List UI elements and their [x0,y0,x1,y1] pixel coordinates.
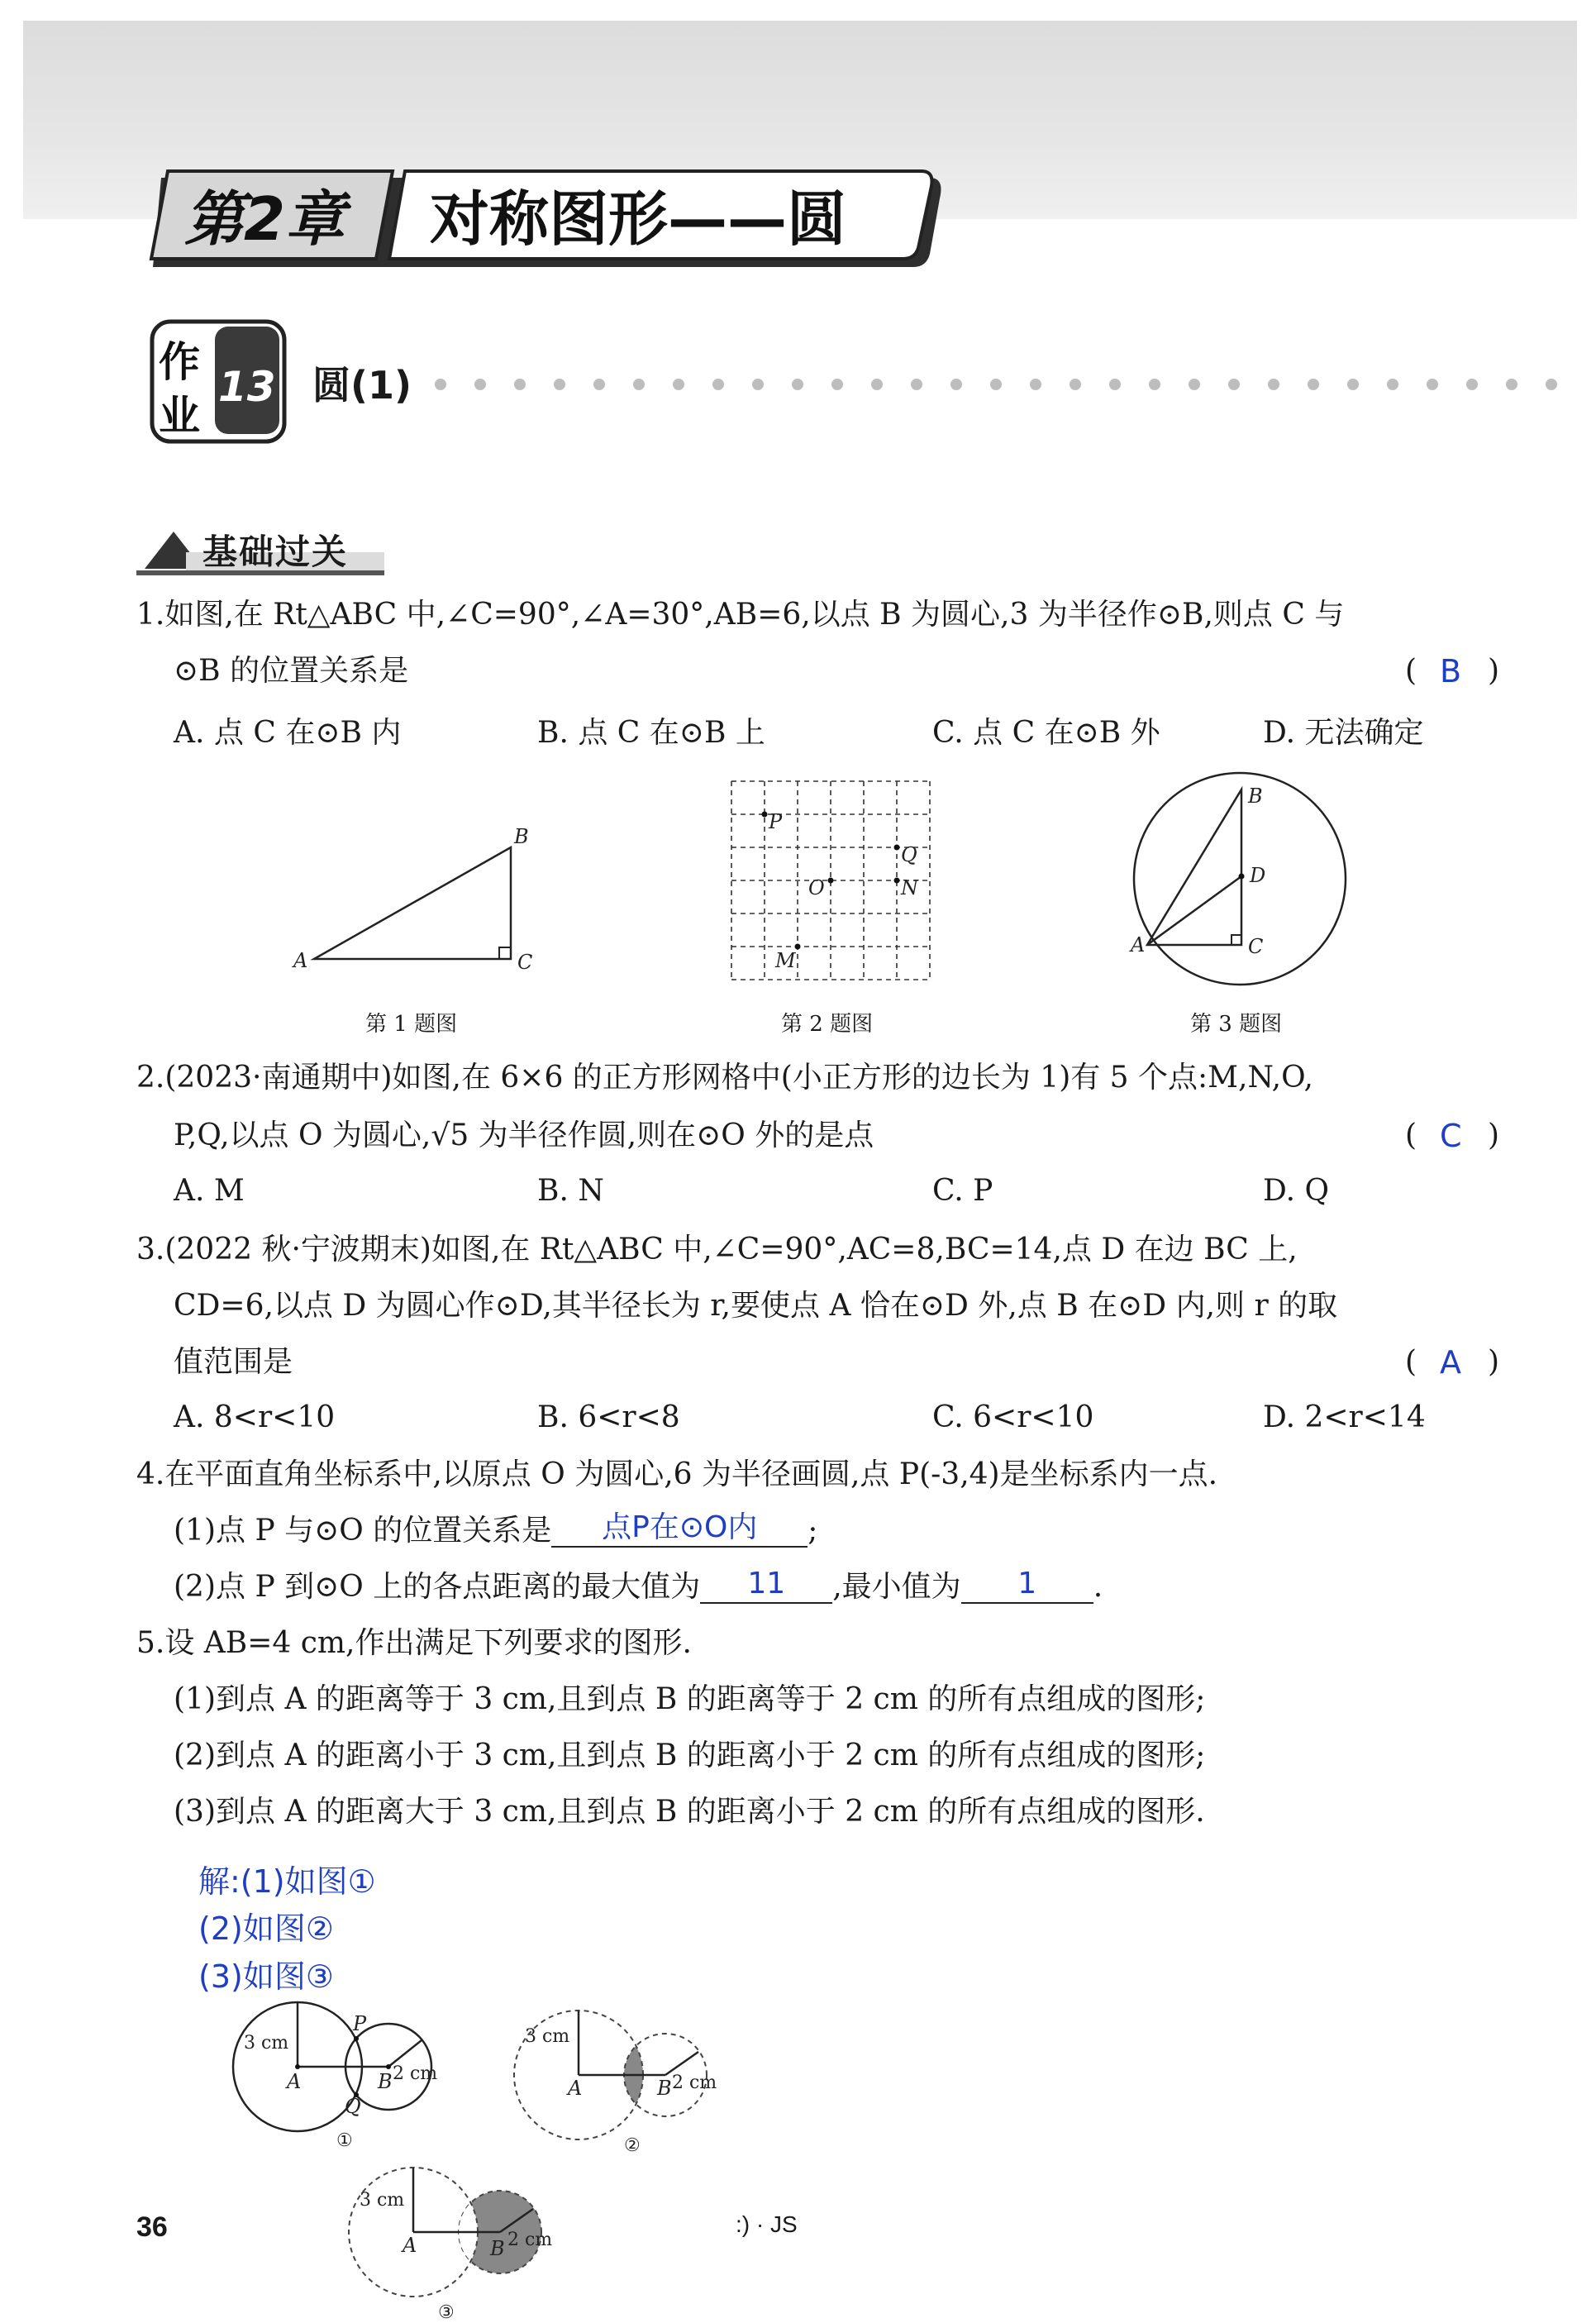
rule-dot [1387,379,1398,390]
q2-line1: 2.(2023·南通期中)如图,在 6×6 的正方形网格中(小正方形的边长为 1)有 5 个点:M,N,O, [136,1061,1313,1095]
homework-word-2: 业 [159,392,200,440]
fig2-label-o: O [808,876,825,899]
q1-option-a: A. 点 C 在⊙B 内 [174,716,402,750]
q5-line4: (3)到点 A 的距离大于 3 cm,且到点 B 的距离小于 2 cm 的所有点组成的图形. [174,1795,1205,1829]
rule-dot [1427,379,1438,390]
fig2-label-n: N [901,876,918,899]
footer-code: :) · JS [736,2211,798,2237]
sf3-mark: ③ [438,2302,455,2323]
q2-paren-left: ( [1405,1119,1417,1152]
fig3-label-b: B [1248,785,1263,808]
q3-paren-right: ) [1488,1345,1500,1379]
rule-dot [990,379,1002,390]
fig1-caption: 第 1 题图 [365,1012,458,1037]
sf1-mark: ① [336,2130,353,2151]
q4-p2-answer-max: 11 [700,1566,832,1604]
fig1-label-a: A [293,949,308,972]
q1-option-c: C. 点 C 在⊙B 外 [932,716,1160,750]
rule-dot [435,379,446,390]
sf3-label-a: A [403,2234,417,2257]
q2-option-a: A. M [174,1174,245,1208]
rule-dot [1228,379,1240,390]
q2-option-c: C. P [932,1174,993,1208]
rule-dot [474,379,486,390]
q3-option-c: C. 6<r<10 [932,1400,1094,1434]
q4-part2 [174,1569,1103,1607]
sf3-label-b: B [490,2237,505,2260]
q1-option-b: B. 点 C 在⊙B 上 [537,716,765,750]
q2-line2: P,Q,以点 O 为圆心,√5 为半径作圆,则在⊙O 外的是点 [174,1119,874,1152]
sf1-label-p: P [353,2012,367,2035]
fig1-label-b: B [514,825,529,848]
q3-option-d: D. 2<r<14 [1263,1400,1426,1434]
solution-figure-2 [500,2009,740,2158]
q2-option-d: D. Q [1263,1174,1329,1208]
rule-dot [911,379,922,390]
sf1-radius-b: 2 cm [393,2063,438,2084]
sf2-label-b: B [657,2077,672,2100]
rule-dot [871,379,883,390]
rule-dot [1546,379,1557,390]
rule-dot [1506,379,1517,390]
q4-part1 [174,1510,818,1551]
dotted-rule [434,376,1575,393]
homework-word-1: 作 [159,338,200,386]
q5-line3: (2)到点 A 的距离小于 3 cm,且到点 B 的距离小于 2 cm 的所有点组成的图形; [174,1739,1206,1772]
rule-dot [950,379,962,390]
q1-paren-left: ( [1405,654,1417,688]
rule-dot [514,379,526,390]
homework-title: 圆(1) [312,363,412,408]
solution-line2: (2)如图② [198,1910,334,1947]
fig3-label-a: A [1131,933,1146,956]
solution-line3: (3)如图③ [198,1958,334,1995]
rule-dot [1347,379,1359,390]
sf1-label-a: A [287,2070,302,2093]
fig2-label-p: P [769,810,783,833]
sf2-radius-a: 3 cm [525,2026,570,2047]
sf1-radius-a: 3 cm [244,2033,289,2053]
rule-dot [1308,379,1319,390]
rule-dot [752,379,764,390]
rule-dot [1109,379,1121,390]
fig2-label-m: M [775,949,796,972]
q3-line1: 3.(2022 秋·宁波期末)如图,在 Rt△ABC 中,∠C=90°,AC=8,BC=14,点 D 在边 BC 上, [136,1233,1298,1266]
q1-line1: 1.如图,在 Rt△ABC 中,∠C=90°,∠A=30°,AB=6,以点 B 为圆心,3 为半径作⊙B,则点 C 与 [136,598,1345,632]
fig3-caption: 第 3 题图 [1190,1012,1283,1037]
figure-3-circle [1124,765,1364,988]
q4-p1-text: (1)点 P 与⊙O 的位置关系是 [174,1514,552,1548]
rule-dot [712,379,724,390]
q4-p2-end: . [1093,1570,1103,1604]
homework-badge [149,318,289,446]
q3-option-b: B. 6<r<8 [537,1400,680,1434]
q2-answer: C [1440,1118,1462,1154]
fig2-label-q: Q [901,843,917,866]
rule-dot [792,379,803,390]
q1-option-d: D. 无法确定 [1263,716,1424,750]
solution-figure-3 [339,2166,579,2323]
rule-dot [1030,379,1041,390]
sf1-label-b: B [378,2070,393,2093]
rule-dot [554,379,565,390]
q3-option-a: A. 8<r<10 [174,1400,336,1434]
q1-answer: B [1440,653,1462,689]
q5-line1: 5.设 AB=4 cm,作出满足下列要求的图形. [136,1626,692,1660]
q3-paren-left: ( [1405,1345,1417,1379]
q5-line2: (1)到点 A 的距离等于 3 cm,且到点 B 的距离等于 2 cm 的所有点组成的图形; [174,1682,1206,1716]
figure-1-triangle [281,818,554,984]
q4-p1-answer: 点P在⊙O内 [551,1510,808,1548]
rule-dot [593,379,605,390]
q3-line3: 值范围是 [174,1345,293,1379]
rule-dot [673,379,684,390]
rule-dot [1268,379,1279,390]
q1-line2: ⊙B 的位置关系是 [174,654,409,688]
sf3-radius-a: 3 cm [360,2190,405,2211]
section-title: 基础过关 [202,532,349,572]
chapter-banner [145,161,946,273]
page-number: 36 [136,2211,168,2243]
sf2-label-a: A [568,2077,583,2100]
homework-number: 13 [218,363,276,411]
fig3-label-c: C [1248,935,1264,958]
sf3-radius-b: 2 cm [507,2230,553,2250]
q4-p2-mid: ,最小值为 [832,1570,961,1604]
q4-line1: 4.在平面直角坐标系中,以原点 O 为圆心,6 为半径画圆,点 P(-3,4)是坐标系内一点. [136,1457,1218,1491]
sf2-radius-b: 2 cm [672,2073,717,2093]
solution-line1: 解:(1)如图① [198,1863,376,1900]
q2-option-b: B. N [537,1174,604,1208]
rule-dot [1189,379,1200,390]
q2-paren-right: ) [1488,1119,1500,1152]
rule-dot [1149,379,1160,390]
rule-dot [1070,379,1081,390]
q4-p2-answer-min: 1 [961,1566,1093,1604]
rule-dot [831,379,843,390]
fig1-label-c: C [517,951,533,974]
chapter-label: 第2章 [184,184,345,254]
solution-figure-1 [219,2001,459,2158]
q3-answer: A [1440,1344,1461,1381]
figure-2-grid [727,777,934,984]
rule-dot [633,379,645,390]
q4-p2-text: (2)点 P 到⊙O 上的各点距离的最大值为 [174,1570,701,1604]
fig3-label-d: D [1250,864,1266,887]
q1-paren-right: ) [1488,654,1500,688]
sf1-label-q: Q [345,2095,361,2118]
q4-p1-end: ; [808,1514,818,1548]
fig2-caption: 第 2 题图 [781,1012,874,1037]
rule-dot [1466,379,1478,390]
sf2-mark: ② [624,2135,641,2156]
q3-line2: CD=6,以点 D 为圆心作⊙D,其半径长为 r,要使点 A 恰在⊙D 外,点 B 在⊙D 内,则 r 的取 [174,1289,1338,1323]
chapter-title: 对称图形——圆 [430,184,847,254]
